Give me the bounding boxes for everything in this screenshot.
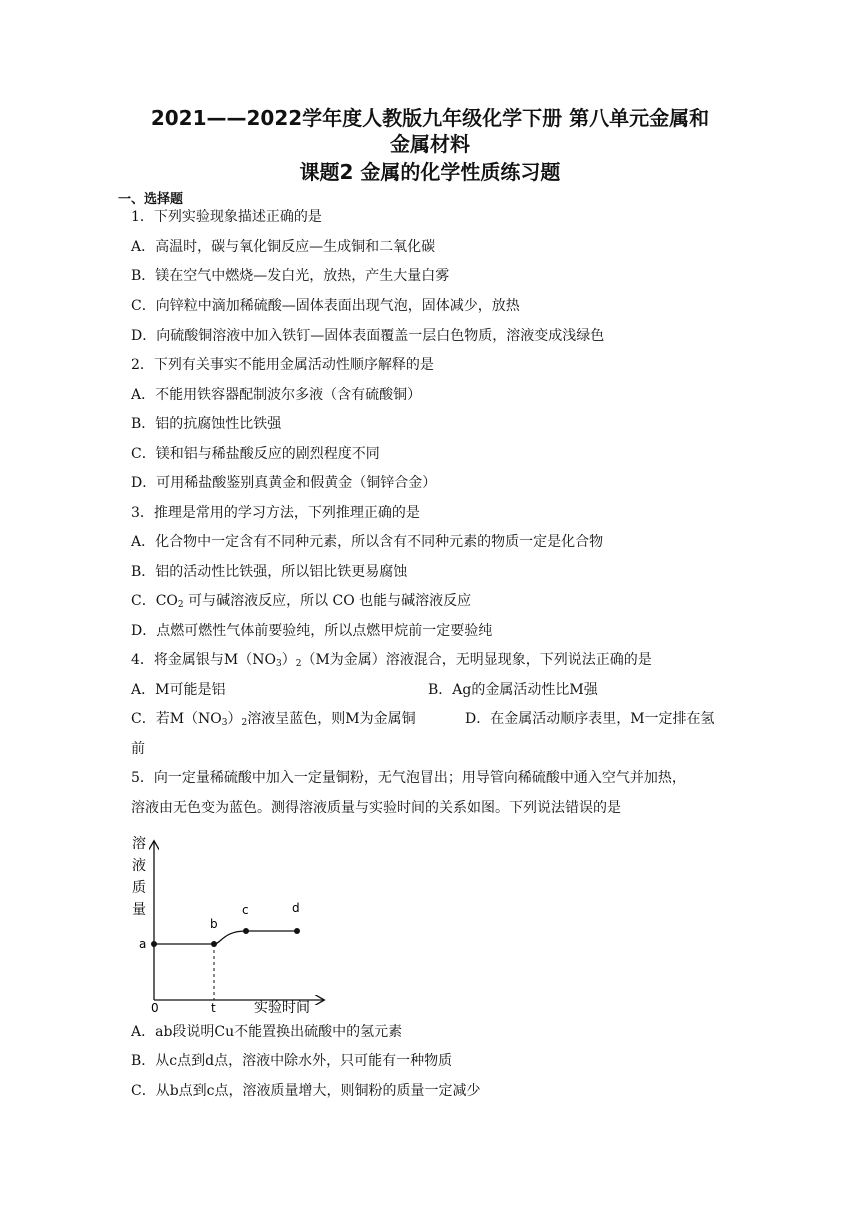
y-label-char-1: 溶 xyxy=(132,836,146,852)
question-4-option-d-continued: 前 xyxy=(131,741,145,757)
question-1-option-d: D．向硫酸铜溶液中加入铁钉—固体表面覆盖一层白色物质，溶液变成浅绿色 xyxy=(131,328,605,344)
label-c: c xyxy=(242,903,249,917)
question-1-option-c: C．向锌粒中滴加稀硫酸—固体表面出现气泡，固体减少，放热 xyxy=(131,298,520,314)
question-5-stem-line1: 5．向一定量稀硫酸中加入一定量铜粉，无气泡冒出；用导管向稀硫酸中通入空气并加热， xyxy=(131,770,686,786)
question-3-option-a: A．化合物中一定含有不同种元素，所以含有不同种元素的物质一定是化合物 xyxy=(131,534,604,550)
x-tick-t: t xyxy=(211,1001,216,1015)
point-a xyxy=(151,941,157,947)
label-b: b xyxy=(210,917,218,931)
mass-curve xyxy=(154,931,297,944)
question-5-option-a: A．ab段说明Cu不能置换出硫酸中的氢元素 xyxy=(131,1024,403,1040)
question-5-option-b: B．从c点到d点，溶液中除水外，只可能有一种物质 xyxy=(131,1053,453,1069)
section-heading: 一、选择题 xyxy=(118,192,184,207)
y-label-char-4: 量 xyxy=(132,902,146,918)
question-3-stem: 3．推理是常用的学习方法，下列推理正确的是 xyxy=(131,505,420,521)
question-3-option-d: D．点燃可燃性气体前要验纯，所以点燃甲烷前一定要验纯 xyxy=(131,623,493,639)
question-4-option-a: A．M可能是铝 xyxy=(131,682,226,698)
question-1-option-b: B．镁在空气中燃烧—发白光，放热，产生大量白雾 xyxy=(131,268,450,284)
x-axis-label: 实验时间 xyxy=(254,1000,310,1016)
label-d: d xyxy=(292,901,300,915)
document-subtitle: 课题2 金属的化学性质练习题 xyxy=(299,160,561,184)
question-5-option-c: C．从b点到c点，溶液质量增大，则铜粉的质量一定减少 xyxy=(131,1083,481,1099)
question-4-stem: 4．将金属银与$M(NO_3)_2(M$为金属）溶液混合，无明显现象，下列说法正确的是 xyxy=(131,652,652,669)
point-c xyxy=(243,928,249,934)
mass-time-graph xyxy=(128,830,328,1020)
y-label-char-3: 质 xyxy=(132,880,146,896)
y-label-char-2: 液 xyxy=(132,858,146,874)
question-4-option-b: B．Ag的金属活动性比M强 xyxy=(428,682,598,698)
point-b xyxy=(211,941,217,947)
question-4-option-c: C．若$M(NO_3)_2$溶液呈蓝色，则M为金属铜 xyxy=(131,711,416,728)
question-2-option-c: C．镁和铝与稀盐酸反应的剧烈程度不同 xyxy=(131,446,380,462)
question-5-stem-line2: 溶液由无色变为蓝色。测得溶液质量与实验时间的关系如图。下列说法错误的是 xyxy=(131,800,621,816)
question-2-option-d: D．可用稀盐酸鉴别真黄金和假黄金（铜锌合金） xyxy=(131,475,437,491)
document-title-line1: 2021——2022学年度人教版九年级化学下册 第八单元金属和 xyxy=(150,106,710,130)
question-2-option-b: B．铝的抗腐蚀性比铁强 xyxy=(131,416,282,432)
x-tick-origin: 0 xyxy=(151,1001,159,1015)
document-title-line2: 金属材料 xyxy=(390,132,470,156)
question-1-stem: 1．下列实验现象描述正确的是 xyxy=(131,209,322,225)
question-4-option-d: D．在金属活动顺序表里，M一定排在氢 xyxy=(465,711,715,727)
label-a: a xyxy=(139,937,147,951)
point-d xyxy=(294,928,300,934)
question-1-option-a: A．高温时，碳与氧化铜反应—生成铜和二氧化碳 xyxy=(131,239,436,255)
question-2-option-a: A．不能用铁容器配制波尔多液（含有硫酸铜） xyxy=(131,387,422,403)
question-2-stem: 2．下列有关事实不能用金属活动性顺序解释的是 xyxy=(131,357,434,373)
question-3-option-c: C．$CO_2$ 可与碱溶液反应，所以 CO 也能与碱溶液反应 xyxy=(131,593,472,610)
question-3-option-b: B．铝的活动性比铁强，所以铝比铁更易腐蚀 xyxy=(131,564,408,580)
